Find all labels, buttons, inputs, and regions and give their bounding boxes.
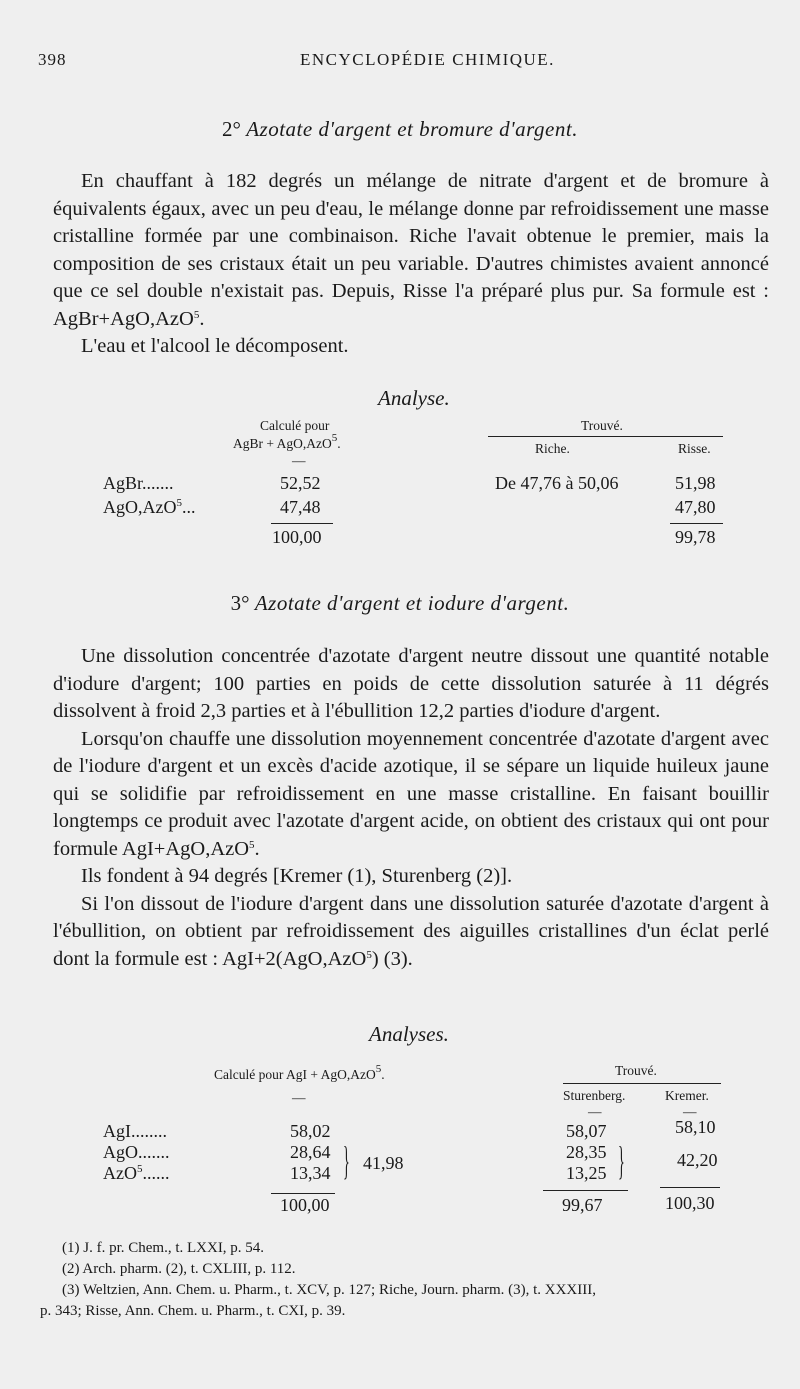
brace-line xyxy=(563,1083,721,1084)
paragraph-end: . xyxy=(254,837,260,860)
row-calc: 52,52 xyxy=(280,473,321,493)
label-end: ...... xyxy=(142,1163,170,1183)
row-sturenberg: 58,07 xyxy=(566,1121,607,1141)
row-risse: 47,80 xyxy=(675,497,716,517)
footnotes xyxy=(40,1238,775,1322)
footnote: (3) Weltzien, Ann. Chem. u. Pharm., t. XCV, p. 127; Riche, Journ. pharm. (3), t. XXXIII, xyxy=(62,1282,597,1298)
paragraph xyxy=(53,726,769,864)
row-calc: 28,64 xyxy=(290,1142,331,1162)
section-3-title xyxy=(0,591,800,616)
sum-rule xyxy=(271,1193,335,1194)
paragraph-end: . xyxy=(199,307,205,330)
paragraph: L'eau et l'alcool le décomposent. xyxy=(81,335,349,357)
paragraph-text: En chauffant à 182 degrés un mélange de nitrate d'argent et de bromure à équivalents égaux, avec un peu d'eau, le mélange donne par refroidissement une masse cristalline formée par une combinaison. Riche l'avait obtenue le premier, mais la composition de ses cristaux était un peu variable. D'autres chimistes avaient annoncé que ce sel double n'existait pas. Depuis, Risse l'a préparé plus pur. Sa formule est : AgBr+AgO,AzO xyxy=(53,170,769,330)
total-calc: 100,00 xyxy=(272,527,322,547)
paragraph-text: Si l'on dissout de l'iodure d'argent dans une dissolution saturée d'azotate d'argent à l'ébullition, on obtient par refroidissement des aiguilles cristallines d'un éclat perlé dont la formule est : AgI+2(AgO,AzO xyxy=(53,892,769,970)
row-kremer: 58,10 xyxy=(675,1117,716,1137)
col-risse: Risse. xyxy=(678,441,711,456)
footnote: (1) J. f. pr. Chem., t. LXXI, p. 54. xyxy=(62,1240,265,1256)
total-risse: 99,78 xyxy=(675,527,716,547)
label-text: AgO,AzO xyxy=(103,497,177,517)
total-kremer: 100,30 xyxy=(665,1193,715,1213)
group-kremer: 42,20 xyxy=(677,1150,718,1170)
section-3-heading: Azotate d'argent et iodure d'argent. xyxy=(254,591,570,615)
col-kremer: Kremer. xyxy=(665,1088,709,1103)
row-label: AgBr....... xyxy=(103,473,174,493)
analysis-1-calc-formula xyxy=(233,432,341,452)
analysis-1-title xyxy=(378,386,450,411)
dash: — xyxy=(588,1104,602,1119)
formula-text: AgBr + AgO,AzO xyxy=(233,436,332,451)
formula-end: . xyxy=(381,1067,385,1082)
section-2-number: 2° xyxy=(222,117,241,141)
formula-end: . xyxy=(337,436,341,451)
superscript: 5 xyxy=(331,432,338,444)
section-3-text xyxy=(53,643,769,973)
group-calc: 41,98 xyxy=(363,1153,404,1173)
row-calc: 58,02 xyxy=(290,1121,331,1141)
brace-line xyxy=(488,436,723,437)
sum-rule xyxy=(670,523,723,524)
total-calc: 100,00 xyxy=(280,1195,330,1215)
sum-rule xyxy=(543,1190,628,1191)
row-sturenberg: 13,25 xyxy=(566,1163,607,1183)
superscript: 5 xyxy=(249,838,255,851)
footnote: (2) Arch. pharm. (2), t. CXLIII, p. 112. xyxy=(62,1261,296,1277)
paragraph xyxy=(53,168,769,333)
analysis-title-text: Analyse. xyxy=(378,386,450,410)
row-calc: 47,48 xyxy=(280,497,321,517)
col-riche: Riche. xyxy=(535,441,570,456)
section-2-title xyxy=(0,117,800,142)
row-label xyxy=(103,1163,170,1184)
page-number: 398 xyxy=(38,50,67,69)
brace-right: } xyxy=(343,1138,350,1183)
analysis-2-dash: — xyxy=(292,1090,306,1105)
total-sturenberg: 99,67 xyxy=(562,1195,603,1215)
paragraph xyxy=(53,891,769,974)
row-label xyxy=(103,497,196,518)
section-3-number: 3° xyxy=(230,591,250,615)
row-calc: 13,34 xyxy=(290,1163,331,1183)
brace-right: } xyxy=(618,1138,625,1183)
superscript: 5 xyxy=(137,1163,143,1175)
row-sturenberg: 28,35 xyxy=(566,1142,607,1162)
paragraph: Une dissolution concentrée d'azotate d'argent neutre dissout une quantité notable d'iodure d'argent; 100 parties en poids de cette dissolution saturée à 11 dégrés dissolvent à froid 2,3 parties et à l'ébullition 12,2 parties d'iodure d'argent. xyxy=(53,645,769,722)
analysis-2-calc-head xyxy=(214,1063,385,1083)
paragraph-end: ) (3). xyxy=(371,947,413,970)
formula-text: Calculé pour AgI + AgO,AzO xyxy=(214,1067,376,1082)
analysis-1-dash: — xyxy=(292,453,306,468)
row-label: AgO....... xyxy=(103,1142,170,1162)
paragraph-text: Lorsqu'on chauffe une dissolution moyennement concentrée d'azotate d'argent avec de l'iodure d'argent et un excès d'acide azotique, il se sépare un liquide huileux jaune qui se solidifie par refroidissement en une masse cristalline. En faisant bouillir longtemps ce produit avec l'azotate d'argent acide, on obtient des cristaux qui ont pour formule AgI+AgO,AzO xyxy=(53,727,769,860)
sum-rule xyxy=(271,523,333,524)
sum-rule xyxy=(660,1187,720,1188)
analysis-2-title xyxy=(369,1022,449,1047)
analysis-2-trouve: Trouvé. xyxy=(615,1063,657,1078)
row-label: AgI........ xyxy=(103,1121,167,1141)
dash: — xyxy=(683,1104,697,1119)
superscript: 5 xyxy=(366,948,372,961)
section-2-heading: Azotate d'argent et bromure d'argent. xyxy=(246,117,578,141)
col-sturenberg: Sturenberg. xyxy=(563,1088,626,1103)
superscript: 5 xyxy=(176,497,182,509)
superscript: 5 xyxy=(375,1063,382,1075)
paragraph: Ils fondent à 94 degrés [Kremer (1), Sturenberg (2)]. xyxy=(81,865,513,887)
section-2-text xyxy=(53,168,769,361)
analysis-title-text: Analyses. xyxy=(369,1022,449,1046)
row-riche: De 47,76 à 50,06 xyxy=(495,473,619,493)
label-end: ... xyxy=(182,497,196,517)
analysis-1-trouve: Trouvé. xyxy=(581,418,623,433)
footnote: p. 343; Risse, Ann. Chem. u. Pharm., t. CXI, p. 39. xyxy=(40,1303,346,1319)
analysis-1-calc-head: Calculé pour xyxy=(260,418,330,433)
label-text: AzO xyxy=(103,1163,137,1183)
superscript: 5 xyxy=(193,308,200,321)
row-risse: 51,98 xyxy=(675,473,716,493)
running-title: ENCYCLOPÉDIE CHIMIQUE. xyxy=(300,50,555,69)
